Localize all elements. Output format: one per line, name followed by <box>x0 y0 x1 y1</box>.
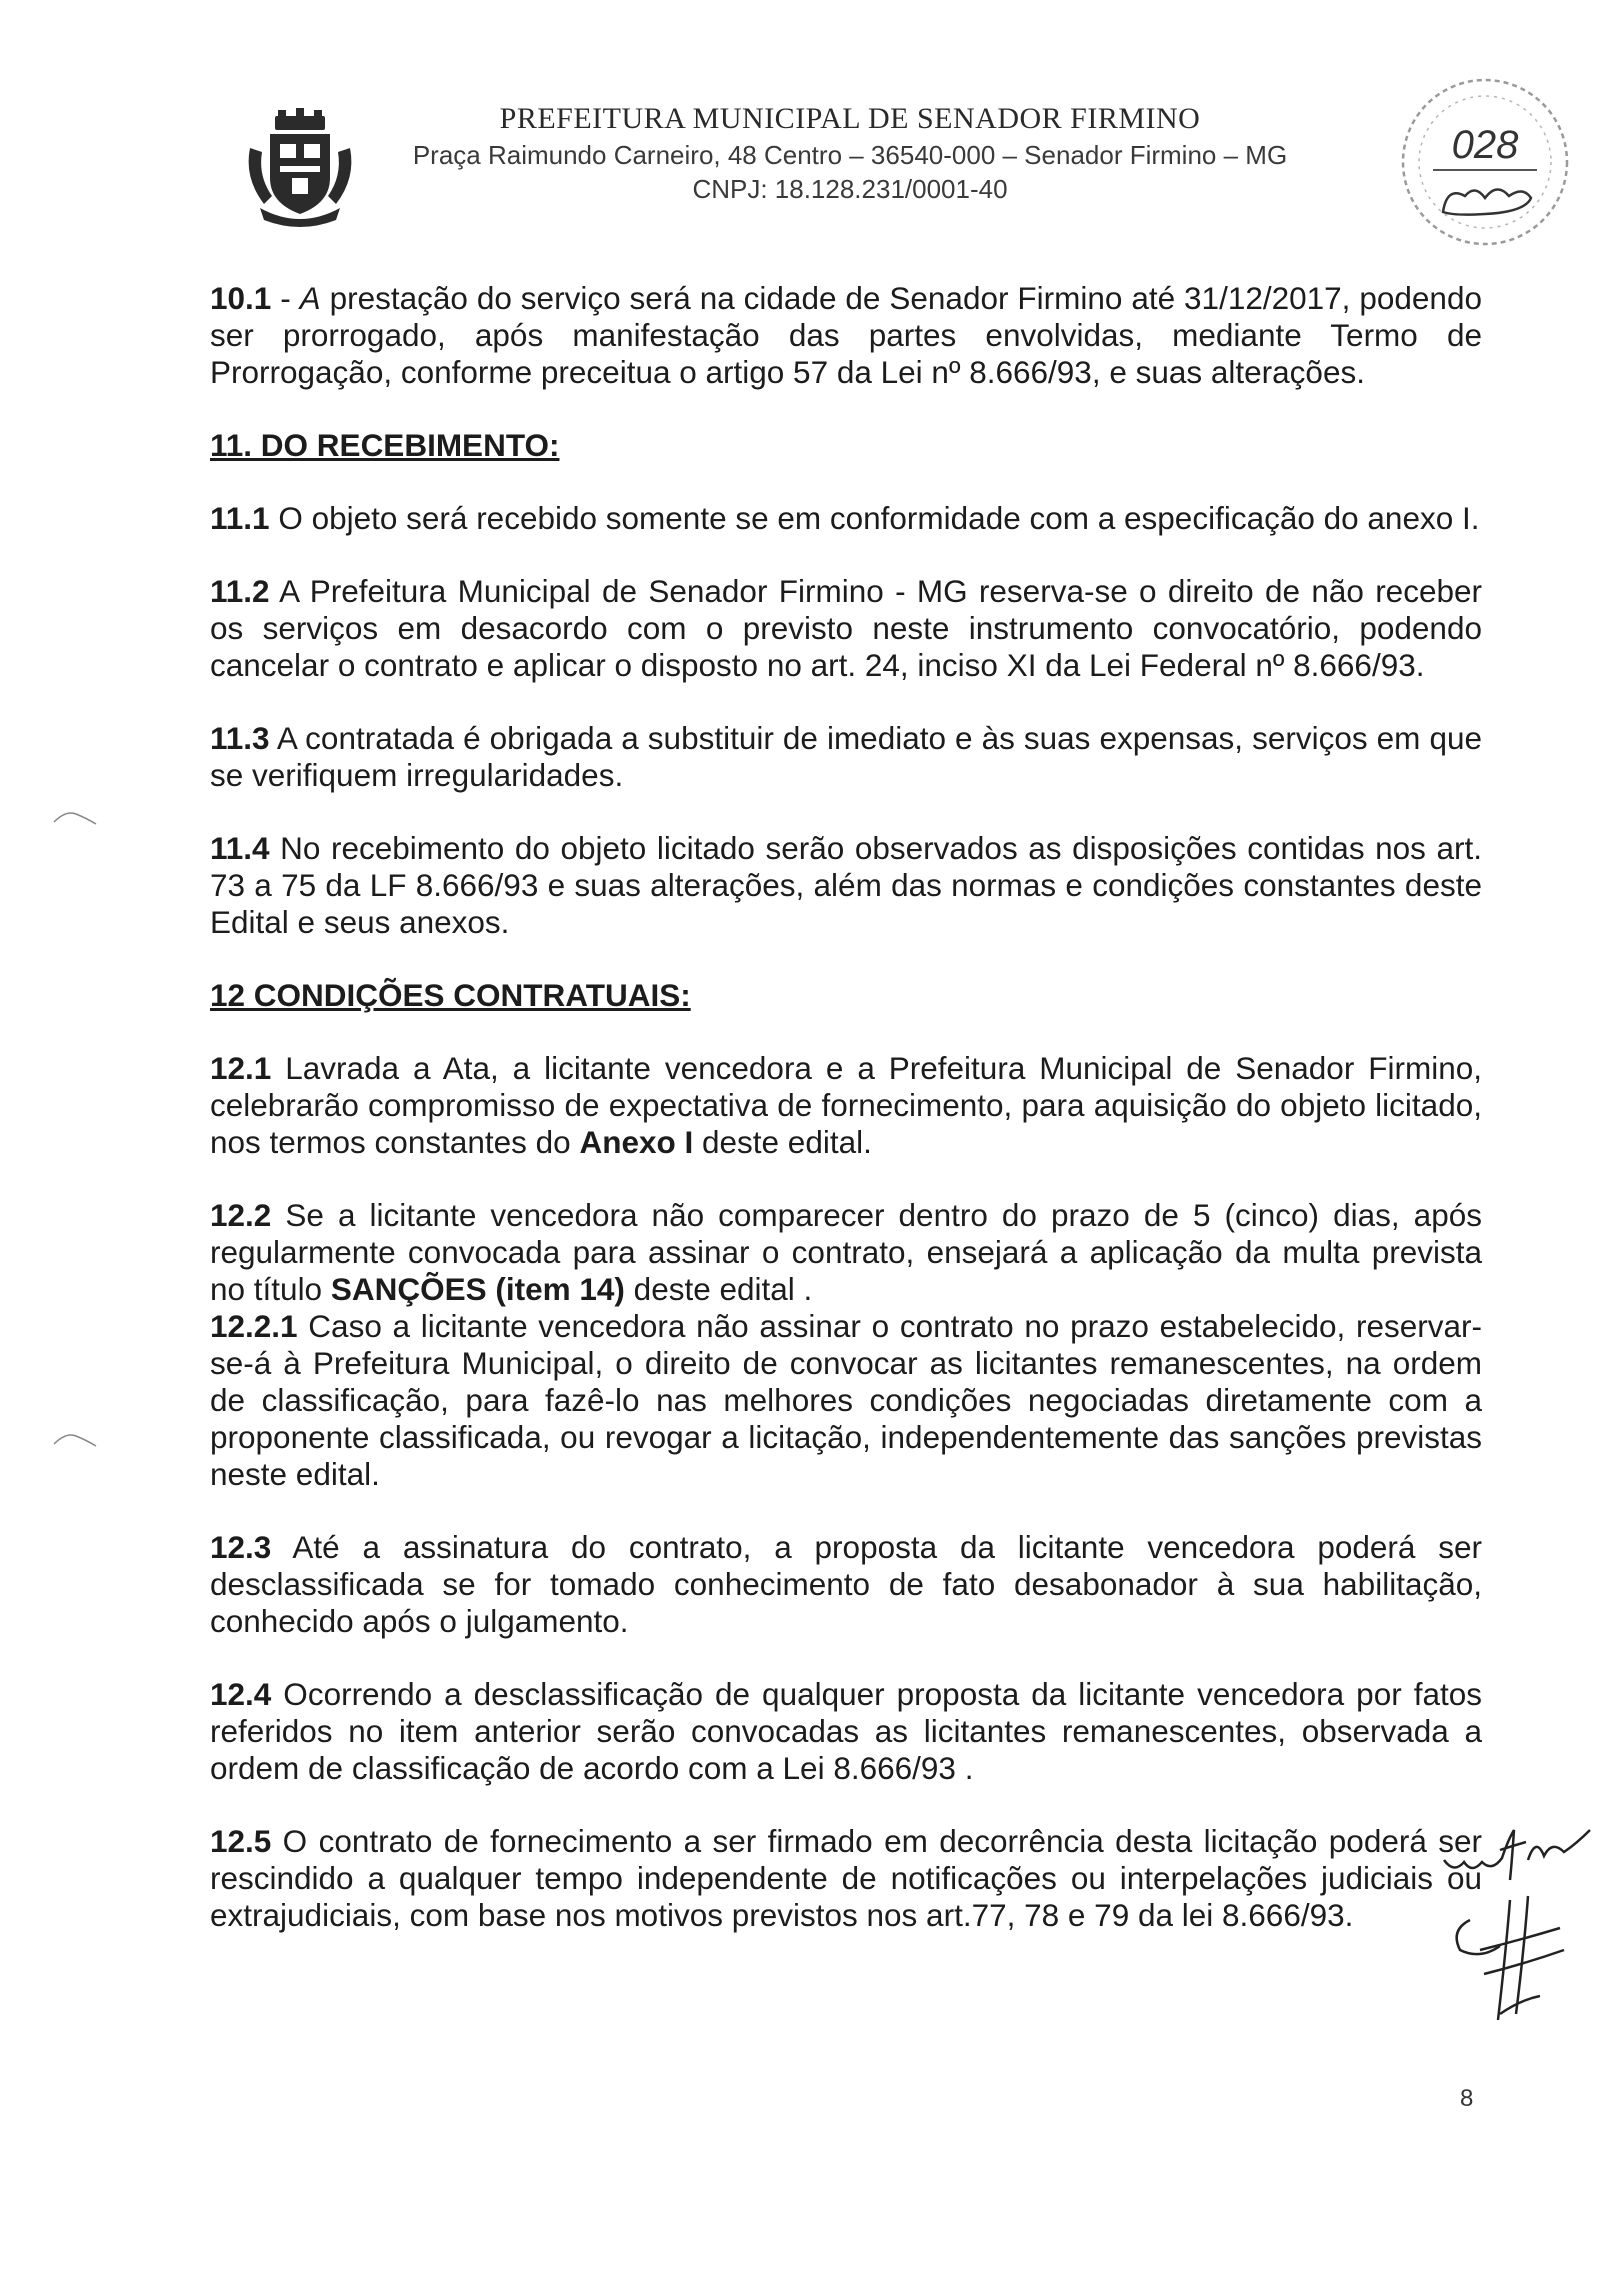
section-heading-12: 12 CONDIÇÕES CONTRATUAIS: <box>210 977 691 1013</box>
handwritten-signatures <box>1440 1800 1600 2050</box>
municipality-name: PREFEITURA MUNICIPAL DE SENADOR FIRMINO <box>499 102 1201 135</box>
clause-11-2 <box>210 573 1482 684</box>
clause-text: - <box>271 280 300 316</box>
margin-mark <box>52 1430 98 1448</box>
clause-number: 10.1 <box>210 280 272 316</box>
clause-number: 12.1 <box>210 1050 272 1086</box>
clause-text: Ocorrendo a desclassificação de qualquer proposta da licitante vencedora por fatos referidos no item anterior serão convocadas as licitantes remanescentes, observada a ordem de classificação de acordo com a Lei 8.666/93 . <box>210 1676 1482 1786</box>
initials-signature-1 <box>1444 1830 1590 1880</box>
initials-signature-2 <box>1457 1896 1564 2020</box>
clause-11-3 <box>210 720 1482 794</box>
clause-10-1 <box>210 280 1482 391</box>
clause-text: Caso a licitante vencedora não assinar o contrato no prazo estabelecido, reservar-se-á à Prefeitura Municipal, o direito de convocar as licitantes remanescentes, na ordem de classificação, para fazê-lo nas melhores condições negociadas diretamente com a proponente classificada, ou revogar a licitação, independentemente das sanções previstas neste edital. <box>210 1308 1482 1492</box>
letterhead-text <box>360 100 1340 206</box>
letterhead <box>240 100 1380 230</box>
clause-text-bold: SANÇÕES (item 14) <box>330 1271 625 1307</box>
clause-text: A Prefeitura Municipal de Senador Firmino - MG reserva-se o direito de não receber os serviços em desacordo com o previsto neste instrumento convocatório, podendo cancelar o contrato e aplicar o disposto no art. 24, inciso XI da Lei Federal nº 8.666/93. <box>210 573 1482 683</box>
clause-text: O objeto será recebido somente se em conformidade com a especificação do anexo I. <box>269 500 1480 536</box>
clause-text: Lavrada a Ata, a licitante vencedora e a Prefeitura Municipal de Senador Firmino, celebrarão compromisso de expectativa de fornecimento, para aquisição do objeto licitado, nos termos constantes do <box>210 1050 1482 1160</box>
clause-text: A contratada é obrigada a substituir de imediato e às suas expensas, serviços em que se verifiquem irregularidades. <box>210 720 1482 793</box>
clause-12-1 <box>210 1050 1482 1161</box>
clause-number: 12.3 <box>210 1529 272 1565</box>
clause-number: 11.1 <box>210 500 270 536</box>
clause-number: 12.2.1 <box>210 1308 298 1344</box>
clause-text: O contrato de fornecimento a ser firmado em decorrência desta licitação poderá ser rescindido a qualquer tempo independente de notificações ou interpelações judiciais ou extrajudiciais, com base nos motivos previstos nos art.77, 78 e 79 da lei 8.666/93. <box>210 1823 1482 1933</box>
section-heading-11: 11. DO RECEBIMENTO: <box>210 427 560 463</box>
clause-12-3 <box>210 1529 1482 1640</box>
document-body <box>210 280 1482 1934</box>
stamp-number: 028 <box>1451 123 1519 167</box>
clause-text: No recebimento do objeto licitado serão observados as disposições contidas nos art. 73 a 75 da LF 8.666/93 e suas alterações, além das normas e condições constantes deste Edital e seus anexos. <box>210 830 1482 940</box>
clause-text: deste edital. <box>693 1124 872 1160</box>
clause-12-2-1 <box>210 1308 1482 1493</box>
clause-number: 11.4 <box>210 830 270 866</box>
municipality-address: Praça Raimundo Carneiro, 48 Centro – 36540-000 – Senador Firmino – MG <box>412 140 1288 170</box>
clause-number: 12.5 <box>210 1823 272 1859</box>
clause-text: prestação do serviço será na cidade de Senador Firmino até 31/12/2017, podendo ser prorrogado, após manifestação das partes envolvidas, mediante Termo de Prorrogação, conforme preceitua o artigo 57 da Lei nº 8.666/93, e suas alterações. <box>210 280 1482 390</box>
page-numbering-stamp <box>1385 62 1585 262</box>
clause-11-4 <box>210 830 1482 941</box>
clause-12-4 <box>210 1676 1482 1787</box>
clause-12-5 <box>210 1823 1482 1934</box>
clause-number: 11.2 <box>210 573 270 609</box>
clause-text: Até a assinatura do contrato, a proposta da licitante vencedora poderá ser desclassificada se for tomado conhecimento de fato desabonador à sua habilitação, conhecido após o julgamento. <box>210 1529 1482 1639</box>
stamp-initials-signature <box>1443 189 1531 214</box>
clause-number: 12.4 <box>210 1676 272 1712</box>
page-number: 8 <box>1460 2085 1474 2112</box>
clause-text: Se a licitante vencedora não comparecer dentro do prazo de 5 (cinco) dias, após regularmente convocada para assinar o contrato, ensejará a aplicação da multa prevista no título <box>210 1197 1482 1307</box>
clause-12-2 <box>210 1197 1482 1308</box>
clause-text-bold: Anexo I <box>579 1124 694 1160</box>
clause-text-italic: A <box>299 280 321 316</box>
clause-number: 12.2 <box>210 1197 272 1233</box>
clause-text: deste edital . <box>624 1271 813 1307</box>
municipality-cnpj: CNPJ: 18.128.231/0001-40 <box>692 174 1008 204</box>
municipal-crest-icon <box>240 108 360 228</box>
margin-mark <box>52 808 98 826</box>
clause-number: 11.3 <box>210 720 270 756</box>
clause-11-1 <box>210 500 1482 537</box>
